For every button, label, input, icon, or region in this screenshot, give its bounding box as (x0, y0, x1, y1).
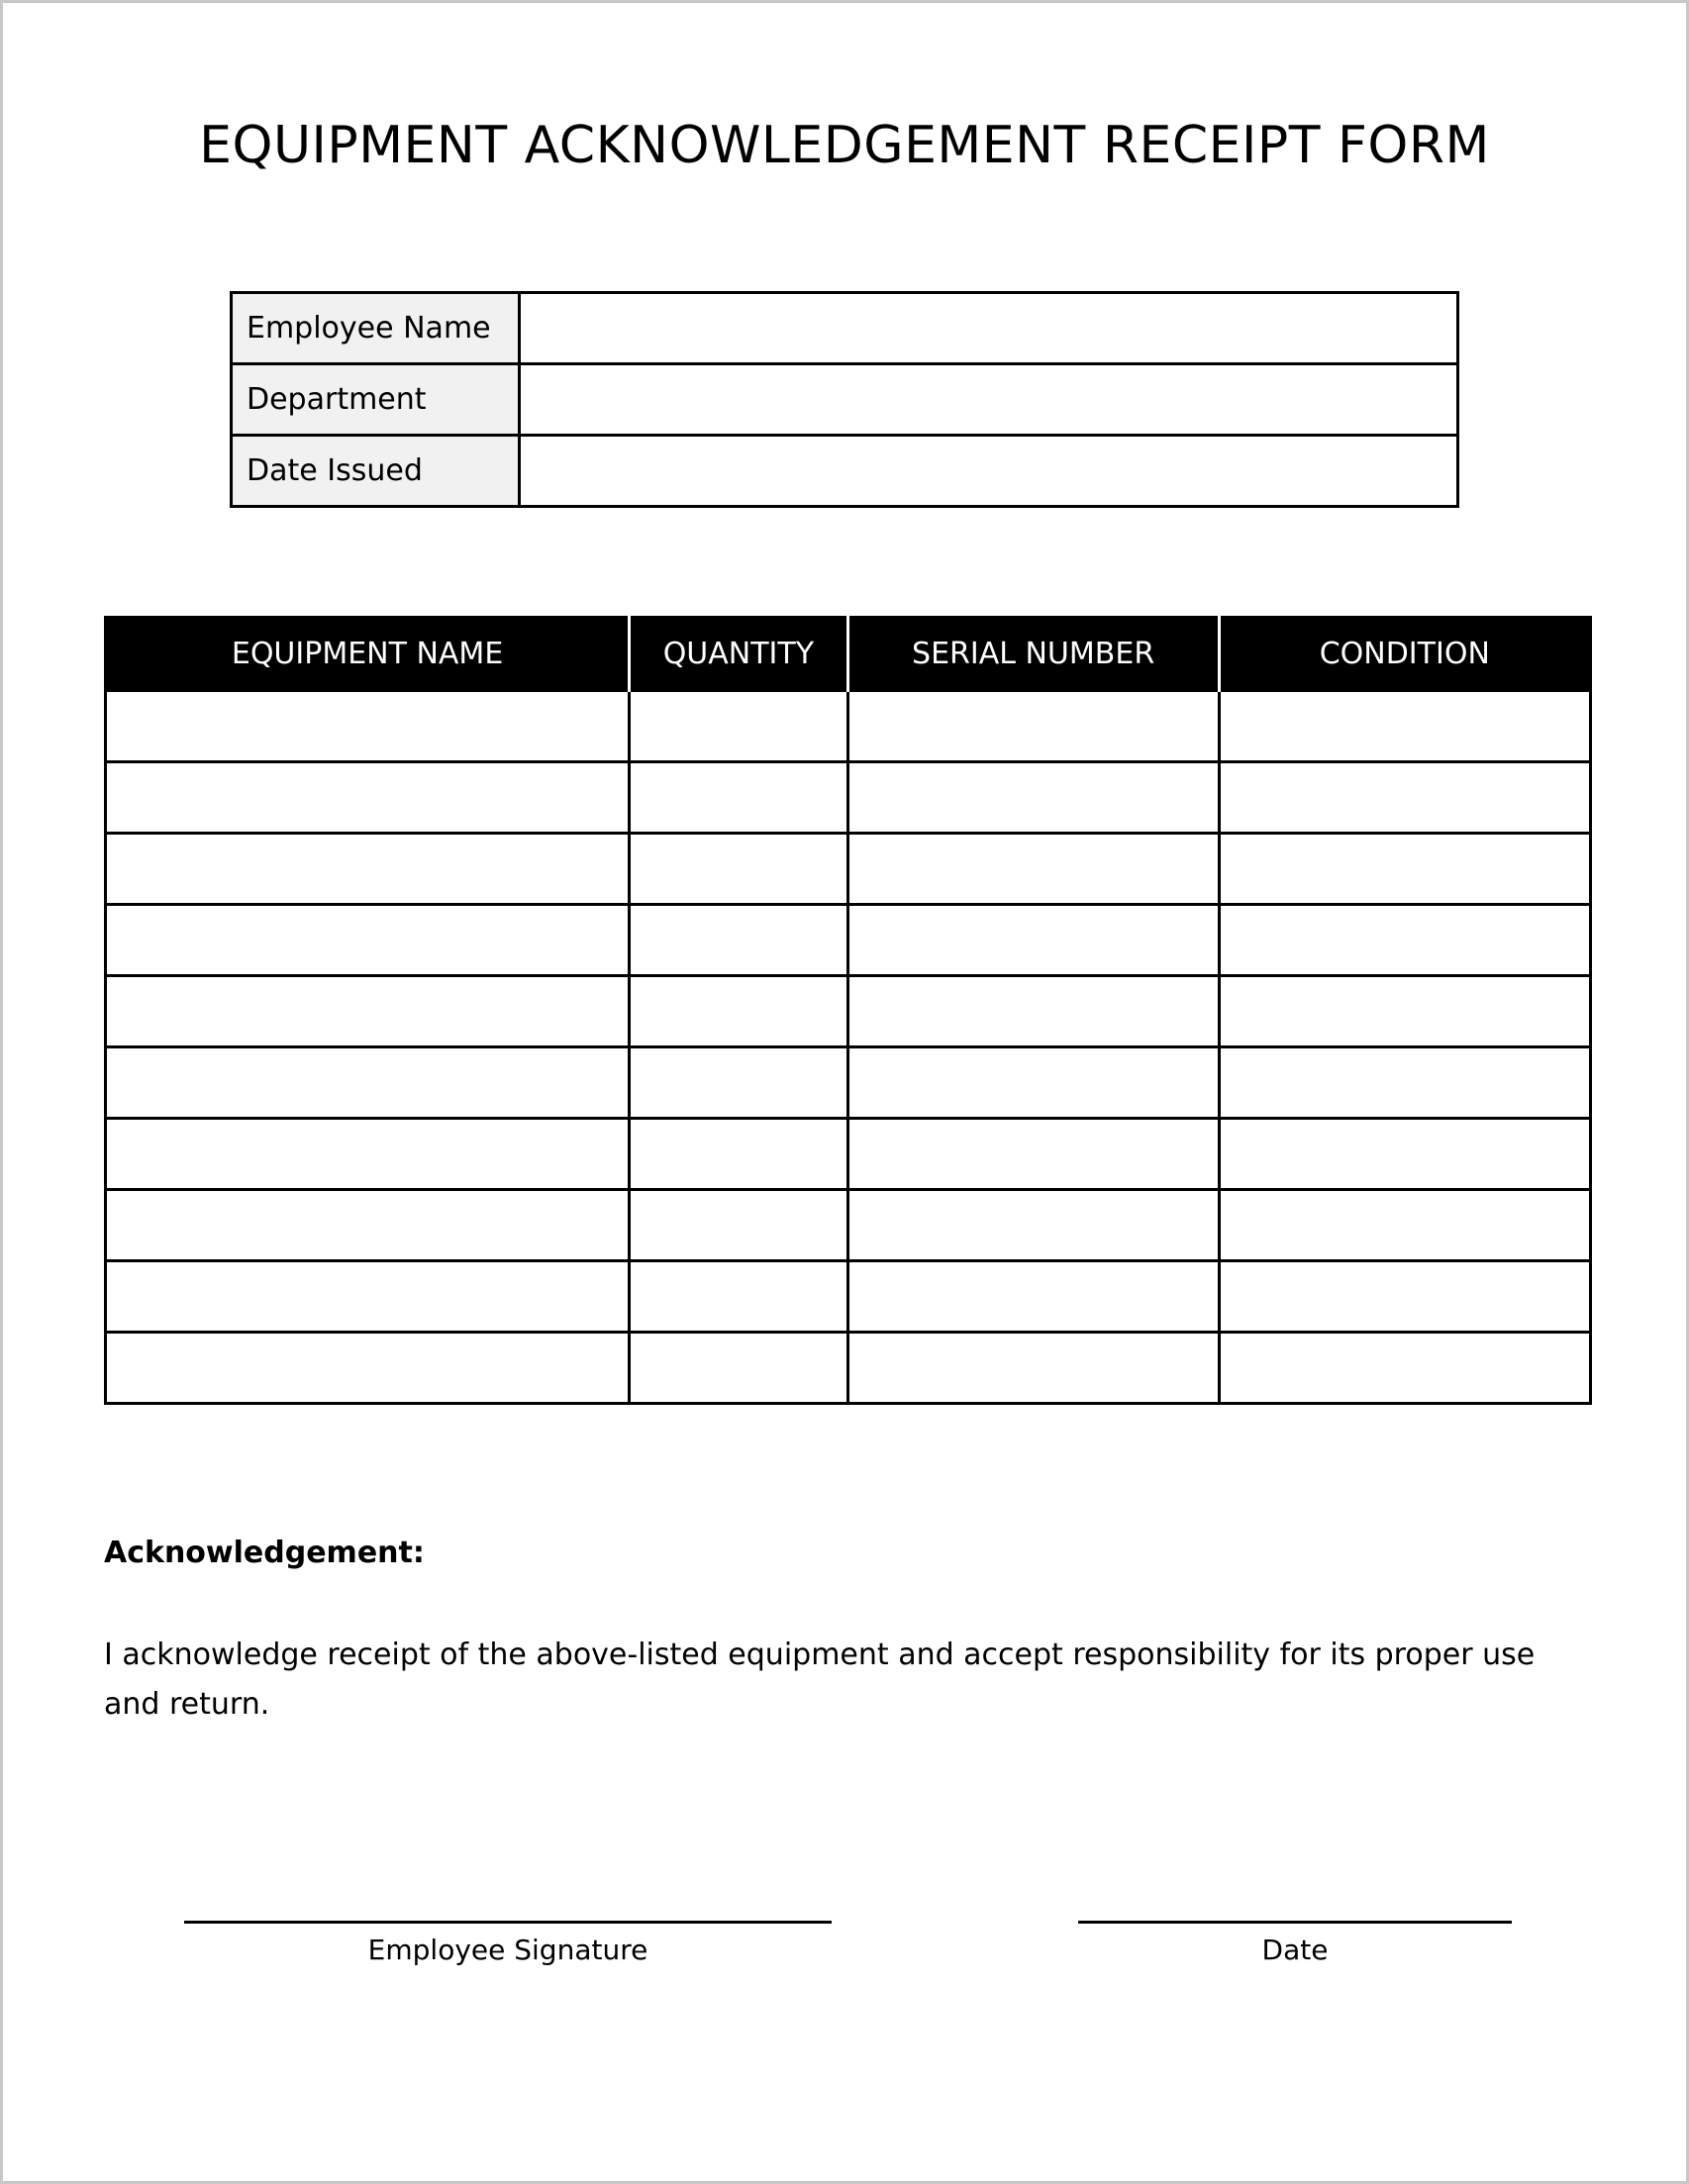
header-condition: CONDITION (1219, 618, 1590, 691)
condition-cell[interactable] (1219, 1190, 1590, 1261)
info-row-date-issued (232, 436, 1458, 507)
equipment-name-cell[interactable] (106, 834, 630, 905)
date-issued-field[interactable] (520, 436, 1458, 507)
date-signature-label: Date (1261, 1934, 1329, 1966)
equipment-table-body (106, 691, 1591, 1404)
serial-number-cell[interactable] (847, 1333, 1219, 1404)
condition-cell[interactable] (1219, 762, 1590, 834)
serial-number-cell[interactable] (847, 762, 1219, 834)
equipment-name-cell[interactable] (106, 1119, 630, 1190)
table-row (106, 1261, 1591, 1333)
quantity-cell[interactable] (630, 691, 847, 762)
serial-number-cell[interactable] (847, 691, 1219, 762)
quantity-cell[interactable] (630, 762, 847, 834)
table-row (106, 1047, 1591, 1119)
header-serial-number: SERIAL NUMBER (847, 618, 1219, 691)
table-row (106, 1119, 1591, 1190)
form-title: EQUIPMENT ACKNOWLEDGEMENT RECEIPT FORM (199, 116, 1490, 175)
table-row (106, 762, 1591, 834)
equipment-name-cell[interactable] (106, 976, 630, 1047)
employee-signature-line[interactable] (184, 1921, 832, 1924)
serial-number-cell[interactable] (847, 834, 1219, 905)
department-label: Department (232, 364, 520, 436)
serial-number-cell[interactable] (847, 1261, 1219, 1333)
table-row (106, 1333, 1591, 1404)
condition-cell[interactable] (1219, 1333, 1590, 1404)
header-equipment-name: EQUIPMENT NAME (106, 618, 630, 691)
equipment-table-header-row (106, 618, 1591, 691)
acknowledgement-text: I acknowledge receipt of the above-listed equipment and accept responsibility for its proper use and return. (104, 1638, 1536, 1722)
table-row (106, 905, 1591, 976)
serial-number-cell[interactable] (847, 1047, 1219, 1119)
condition-cell[interactable] (1219, 1119, 1590, 1190)
equipment-name-cell[interactable] (106, 762, 630, 834)
condition-cell[interactable] (1219, 691, 1590, 762)
serial-number-cell[interactable] (847, 905, 1219, 976)
table-row (106, 834, 1591, 905)
condition-cell[interactable] (1219, 976, 1590, 1047)
equipment-name-cell[interactable] (106, 905, 630, 976)
serial-number-cell[interactable] (847, 1119, 1219, 1190)
quantity-cell[interactable] (630, 1333, 847, 1404)
quantity-cell[interactable] (630, 1261, 847, 1333)
quantity-cell[interactable] (630, 976, 847, 1047)
header-quantity: QUANTITY (630, 618, 847, 691)
equipment-name-cell[interactable] (106, 1261, 630, 1333)
table-row (106, 976, 1591, 1047)
condition-cell[interactable] (1219, 1047, 1590, 1119)
employee-signature-label: Employee Signature (367, 1934, 648, 1966)
table-row (106, 691, 1591, 762)
employee-name-label: Employee Name (232, 293, 520, 364)
acknowledgement-heading: Acknowledgement: (104, 1536, 425, 1570)
quantity-cell[interactable] (630, 1190, 847, 1261)
equipment-table (104, 616, 1592, 1405)
serial-number-cell[interactable] (847, 1190, 1219, 1261)
employee-info-table (230, 291, 1459, 508)
equipment-name-cell[interactable] (106, 1047, 630, 1119)
info-row-department (232, 364, 1458, 436)
equipment-name-cell[interactable] (106, 1190, 630, 1261)
condition-cell[interactable] (1219, 905, 1590, 976)
serial-number-cell[interactable] (847, 976, 1219, 1047)
info-row-employee-name (232, 293, 1458, 364)
quantity-cell[interactable] (630, 834, 847, 905)
date-signature-line[interactable] (1078, 1921, 1512, 1924)
equipment-name-cell[interactable] (106, 691, 630, 762)
quantity-cell[interactable] (630, 1119, 847, 1190)
quantity-cell[interactable] (630, 1047, 847, 1119)
employee-name-field[interactable] (520, 293, 1458, 364)
department-field[interactable] (520, 364, 1458, 436)
table-row (106, 1190, 1591, 1261)
condition-cell[interactable] (1219, 1261, 1590, 1333)
condition-cell[interactable] (1219, 834, 1590, 905)
equipment-name-cell[interactable] (106, 1333, 630, 1404)
date-issued-label: Date Issued (232, 436, 520, 507)
quantity-cell[interactable] (630, 905, 847, 976)
